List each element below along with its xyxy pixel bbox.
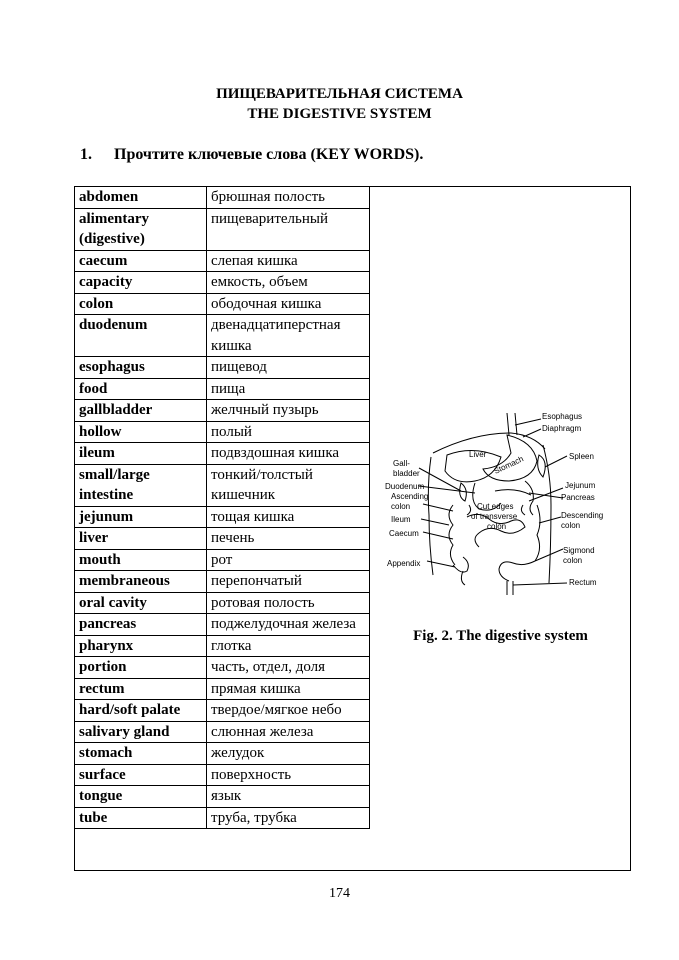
label-spleen: Spleen [569,452,594,461]
term-ru: пища [207,378,370,400]
label-appendix: Appendix [387,559,421,568]
term-en: caecum [75,250,207,272]
label-rectum: Rectum [569,578,597,587]
term-en: esophagus [75,357,207,379]
label-caecum: Caecum [389,529,419,538]
term-ru: твердое/мягкое небо [207,700,370,722]
term-ru: глотка [207,635,370,657]
term-ru: поверхность [207,764,370,786]
label-cut-edges-3: colon [487,522,507,531]
table-row [75,807,370,829]
label-ascending-1: Ascending [391,492,429,501]
term-ru: печень [207,528,370,550]
term-en: small/large intestine [75,464,207,506]
table-row [75,443,370,465]
label-descending-2: colon [561,521,581,530]
term-en: hollow [75,421,207,443]
table-row [75,464,370,506]
term-ru: емкость, объем [207,272,370,294]
label-cut-edges-2: of transverse [471,512,518,521]
task-text: Прочтите ключевые слова (KEY WORDS). [114,146,424,163]
term-en: portion [75,657,207,679]
table-row [75,272,370,294]
label-descending-1: Descending [561,511,604,520]
label-gallbladder-2: bladder [393,469,420,478]
term-en: membraneous [75,571,207,593]
term-ru: полый [207,421,370,443]
label-liver: Liver [469,450,487,459]
term-ru: желчный пузырь [207,400,370,422]
table-row [75,293,370,315]
label-cut-edges-1: Cut edges [477,502,514,511]
table-row [75,592,370,614]
term-en: hard/soft palate [75,700,207,722]
table-row [75,721,370,743]
table-row [75,528,370,550]
label-sigmoid-1: Sigmond [563,546,595,555]
key-words-table [74,186,370,829]
label-pancreas: Pancreas [561,493,595,502]
table-row [75,400,370,422]
term-en: rectum [75,678,207,700]
label-duodenum: Duodenum [385,482,425,491]
table-row [75,357,370,379]
digestive-system-diagram [383,405,623,595]
table-row [75,678,370,700]
term-en: ileum [75,443,207,465]
table-row [75,506,370,528]
term-en: capacity [75,272,207,294]
term-en: tube [75,807,207,829]
label-ascending-2: colon [391,502,411,511]
term-en: duodenum [75,315,207,357]
term-en: mouth [75,549,207,571]
table-row [75,549,370,571]
term-ru: желудок [207,743,370,765]
term-ru: двенадцатиперстная кишка [207,315,370,357]
term-en: gallbladder [75,400,207,422]
page-title-en: THE DIGESTIVE SYSTEM [247,106,432,122]
term-ru: ободочная кишка [207,293,370,315]
term-ru: тощая кишка [207,506,370,528]
term-ru: язык [207,786,370,808]
term-ru: подвздошная кишка [207,443,370,465]
term-en: oral cavity [75,592,207,614]
digestive-system-figure [383,405,623,600]
table-row [75,315,370,357]
term-ru: пищевод [207,357,370,379]
table-row [75,421,370,443]
term-en: abdomen [75,187,207,209]
term-ru: ротовая полость [207,592,370,614]
term-en: alimentary (digestive) [75,208,207,250]
task-number: 1. [80,146,92,163]
term-ru: тонкий/толстый кишечник [207,464,370,506]
term-en: colon [75,293,207,315]
term-ru: труба, трубка [207,807,370,829]
table-row [75,378,370,400]
table-row [75,764,370,786]
term-ru: перепончатый [207,571,370,593]
term-en: surface [75,764,207,786]
term-ru: слепая кишка [207,250,370,272]
label-ileum: Ileum [391,515,411,524]
label-sigmoid-2: colon [563,556,583,565]
table-row [75,187,370,209]
page-title-ru: ПИЩЕВАРИТЕЛЬНАЯ СИСТЕМА [216,86,463,102]
term-ru: прямая кишка [207,678,370,700]
label-diaphragm: Diaphragm [542,424,582,433]
term-ru: брюшная полость [207,187,370,209]
table-row [75,700,370,722]
task-heading [80,146,423,164]
term-en: stomach [75,743,207,765]
label-stomach: Stomach [492,454,525,476]
term-en: food [75,378,207,400]
term-ru: пищеварительный [207,208,370,250]
table-row [75,657,370,679]
term-en: pharynx [75,635,207,657]
term-en: jejunum [75,506,207,528]
term-ru: слюнная железа [207,721,370,743]
table-row [75,786,370,808]
label-gallbladder-1: Gall- [393,459,410,468]
term-en: liver [75,528,207,550]
term-en: salivary gland [75,721,207,743]
label-jejunum: Jejunum [565,481,596,490]
term-ru: часть, отдел, доля [207,657,370,679]
table-row [75,208,370,250]
table-row [75,743,370,765]
term-en: tongue [75,786,207,808]
table-row [75,614,370,636]
figure-caption: Fig. 2. The digestive system [413,628,588,644]
page-number: 174 [329,886,350,901]
term-ru: поджелудочная железа [207,614,370,636]
label-esophagus: Esophagus [542,412,583,421]
table-row [75,250,370,272]
term-ru: рот [207,549,370,571]
table-row [75,571,370,593]
term-en: pancreas [75,614,207,636]
table-row [75,635,370,657]
